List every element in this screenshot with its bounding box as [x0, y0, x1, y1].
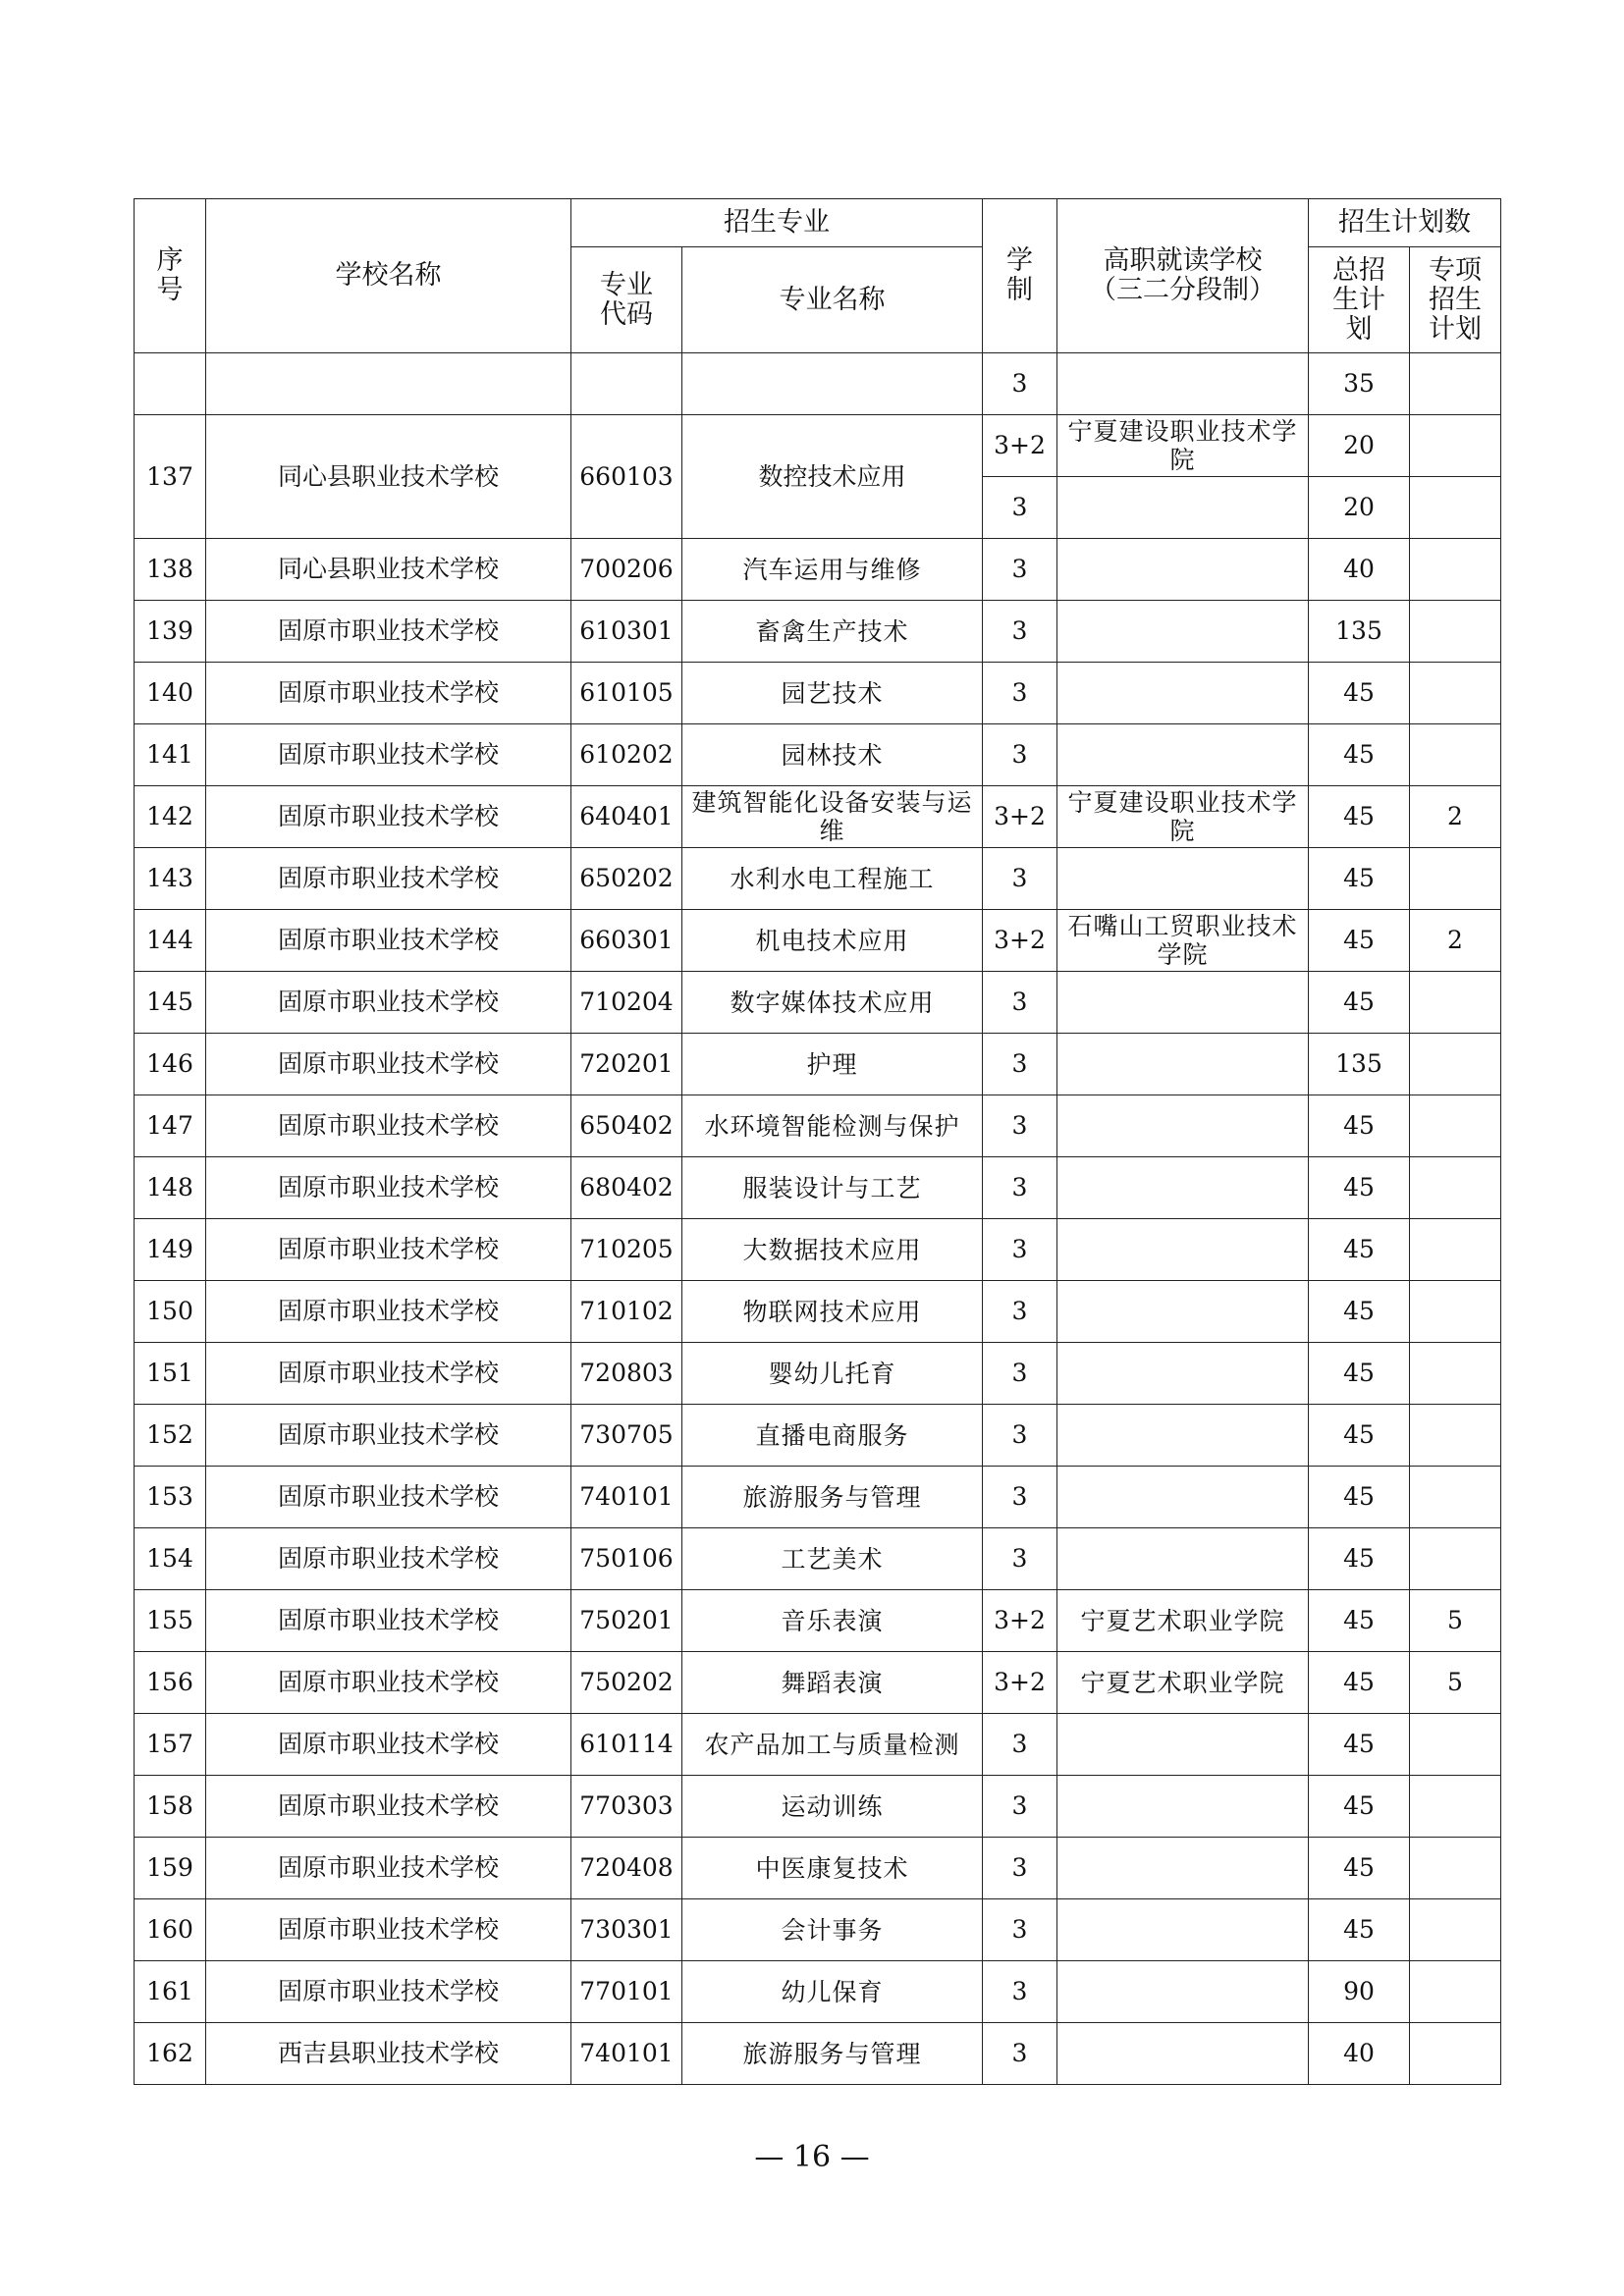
cell-name: 数控技术应用 — [682, 415, 983, 539]
page-number: — 16 — — [754, 2140, 870, 2174]
cell-seq: 162 — [135, 2023, 206, 2085]
cell-seq: 139 — [135, 601, 206, 663]
cell-code: 710204 — [571, 972, 682, 1034]
cell-duration: 3+2 — [983, 415, 1057, 477]
cell-name: 数字媒体技术应用 — [682, 972, 983, 1034]
cell-code: 700206 — [571, 539, 682, 601]
header-school: 学校名称 — [206, 199, 571, 353]
cell-seq: 160 — [135, 1899, 206, 1961]
cell-total: 45 — [1309, 1652, 1410, 1714]
cell-school: 固原市职业技术学校 — [206, 724, 571, 786]
table-row — [135, 1590, 1501, 1652]
cell-total: 45 — [1309, 1590, 1410, 1652]
cell-seq: 156 — [135, 1652, 206, 1714]
cell-special — [1410, 1157, 1501, 1219]
header-college: 高职就读学校（三二分段制） — [1057, 199, 1309, 353]
cell-special — [1410, 1838, 1501, 1899]
cell-college — [1057, 1405, 1309, 1467]
cell-special — [1410, 539, 1501, 601]
cell-total: 45 — [1309, 910, 1410, 972]
cell-seq: 150 — [135, 1281, 206, 1343]
cell-duration: 3 — [983, 1776, 1057, 1838]
cell-seq — [135, 353, 206, 415]
cell-special — [1410, 353, 1501, 415]
cell-special — [1410, 601, 1501, 663]
cell-total: 45 — [1309, 1095, 1410, 1157]
cell-code: 610114 — [571, 1714, 682, 1776]
cell-special — [1410, 724, 1501, 786]
cell-seq: 151 — [135, 1343, 206, 1405]
cell-school — [206, 353, 571, 415]
cell-name: 婴幼儿托育 — [682, 1343, 983, 1405]
cell-school: 固原市职业技术学校 — [206, 1838, 571, 1899]
header-duration: 学制 — [983, 199, 1057, 353]
cell-code: 730705 — [571, 1405, 682, 1467]
cell-school: 固原市职业技术学校 — [206, 910, 571, 972]
cell-name: 会计事务 — [682, 1899, 983, 1961]
table-row — [135, 1095, 1501, 1157]
table-row — [135, 1961, 1501, 2023]
cell-total: 90 — [1309, 1961, 1410, 2023]
cell-duration: 3 — [983, 1838, 1057, 1899]
cell-school: 固原市职业技术学校 — [206, 1343, 571, 1405]
cell-college — [1057, 1467, 1309, 1528]
cell-duration: 3 — [983, 1281, 1057, 1343]
cell-total: 45 — [1309, 1157, 1410, 1219]
cell-special — [1410, 1343, 1501, 1405]
cell-duration: 3 — [983, 353, 1057, 415]
cell-special: 5 — [1410, 1590, 1501, 1652]
table-row — [135, 848, 1501, 910]
cell-name: 机电技术应用 — [682, 910, 983, 972]
cell-duration: 3 — [983, 972, 1057, 1034]
cell-college — [1057, 663, 1309, 724]
cell-name: 服装设计与工艺 — [682, 1157, 983, 1219]
cell-college — [1057, 1714, 1309, 1776]
header-plan-group: 招生计划数 — [1309, 199, 1501, 247]
cell-code: 610105 — [571, 663, 682, 724]
cell-code: 720408 — [571, 1838, 682, 1899]
cell-college — [1057, 2023, 1309, 2085]
table-row — [135, 1838, 1501, 1899]
table-row — [135, 724, 1501, 786]
cell-name: 直播电商服务 — [682, 1405, 983, 1467]
cell-special — [1410, 1899, 1501, 1961]
cell-duration: 3 — [983, 1467, 1057, 1528]
cell-seq: 138 — [135, 539, 206, 601]
table-row — [135, 910, 1501, 972]
cell-name: 幼儿保育 — [682, 1961, 983, 2023]
cell-school: 固原市职业技术学校 — [206, 786, 571, 848]
cell-code — [571, 353, 682, 415]
cell-seq: 137 — [135, 415, 206, 539]
cell-college — [1057, 353, 1309, 415]
table-row — [135, 1467, 1501, 1528]
table-row — [135, 539, 1501, 601]
cell-total: 45 — [1309, 1714, 1410, 1776]
cell-name: 水环境智能检测与保护 — [682, 1095, 983, 1157]
cell-school: 固原市职业技术学校 — [206, 1528, 571, 1590]
cell-seq: 145 — [135, 972, 206, 1034]
cell-school: 固原市职业技术学校 — [206, 1714, 571, 1776]
cell-code: 720803 — [571, 1343, 682, 1405]
table-body — [135, 353, 1501, 2085]
cell-name: 旅游服务与管理 — [682, 1467, 983, 1528]
cell-seq: 149 — [135, 1219, 206, 1281]
cell-special — [1410, 1219, 1501, 1281]
cell-college — [1057, 1095, 1309, 1157]
table-row — [135, 786, 1501, 848]
cell-college: 石嘴山工贸职业技术学院 — [1057, 910, 1309, 972]
cell-special — [1410, 1776, 1501, 1838]
cell-school: 固原市职业技术学校 — [206, 1034, 571, 1095]
cell-college — [1057, 477, 1309, 539]
cell-college: 宁夏艺术职业学院 — [1057, 1652, 1309, 1714]
cell-name: 园林技术 — [682, 724, 983, 786]
cell-total: 45 — [1309, 1343, 1410, 1405]
cell-seq: 152 — [135, 1405, 206, 1467]
cell-code: 710102 — [571, 1281, 682, 1343]
cell-name: 物联网技术应用 — [682, 1281, 983, 1343]
cell-duration: 3 — [983, 539, 1057, 601]
cell-college — [1057, 1343, 1309, 1405]
cell-code: 610202 — [571, 724, 682, 786]
table-row — [135, 1652, 1501, 1714]
cell-total: 45 — [1309, 1528, 1410, 1590]
cell-school: 固原市职业技术学校 — [206, 1961, 571, 2023]
cell-name: 汽车运用与维修 — [682, 539, 983, 601]
cell-seq: 161 — [135, 1961, 206, 2023]
cell-code: 730301 — [571, 1899, 682, 1961]
cell-code: 740101 — [571, 1467, 682, 1528]
table-row — [135, 1405, 1501, 1467]
cell-college — [1057, 1219, 1309, 1281]
cell-school: 固原市职业技术学校 — [206, 1157, 571, 1219]
cell-school: 固原市职业技术学校 — [206, 1776, 571, 1838]
cell-seq: 153 — [135, 1467, 206, 1528]
cell-code: 750201 — [571, 1590, 682, 1652]
cell-total: 45 — [1309, 1899, 1410, 1961]
cell-special: 5 — [1410, 1652, 1501, 1714]
cell-total: 45 — [1309, 1467, 1410, 1528]
cell-name: 大数据技术应用 — [682, 1219, 983, 1281]
table-row — [135, 972, 1501, 1034]
header-total-plan: 总招生计划 — [1309, 247, 1410, 353]
cell-duration: 3 — [983, 1034, 1057, 1095]
table-row — [135, 1281, 1501, 1343]
table-row — [135, 601, 1501, 663]
cell-name: 工艺美术 — [682, 1528, 983, 1590]
table-row — [135, 1528, 1501, 1590]
cell-school: 固原市职业技术学校 — [206, 1095, 571, 1157]
table-row — [135, 2023, 1501, 2085]
cell-total: 45 — [1309, 1405, 1410, 1467]
cell-special — [1410, 1405, 1501, 1467]
cell-special — [1410, 1034, 1501, 1095]
cell-seq: 143 — [135, 848, 206, 910]
cell-school: 同心县职业技术学校 — [206, 539, 571, 601]
cell-total: 45 — [1309, 1281, 1410, 1343]
table-row — [135, 415, 1501, 477]
cell-duration: 3 — [983, 1899, 1057, 1961]
cell-code: 750202 — [571, 1652, 682, 1714]
cell-seq: 148 — [135, 1157, 206, 1219]
cell-name: 运动训练 — [682, 1776, 983, 1838]
cell-code: 650402 — [571, 1095, 682, 1157]
cell-code: 610301 — [571, 601, 682, 663]
cell-duration: 3 — [983, 2023, 1057, 2085]
cell-college — [1057, 1899, 1309, 1961]
cell-name: 水利水电工程施工 — [682, 848, 983, 910]
cell-seq: 155 — [135, 1590, 206, 1652]
cell-seq: 141 — [135, 724, 206, 786]
cell-college — [1057, 1776, 1309, 1838]
cell-code: 660103 — [571, 415, 682, 539]
cell-duration: 3+2 — [983, 786, 1057, 848]
table-row — [135, 1343, 1501, 1405]
header-row-top — [135, 199, 1501, 247]
cell-school: 固原市职业技术学校 — [206, 1590, 571, 1652]
cell-duration: 3+2 — [983, 1652, 1057, 1714]
cell-code: 770101 — [571, 1961, 682, 2023]
cell-code: 640401 — [571, 786, 682, 848]
cell-total: 20 — [1309, 415, 1410, 477]
cell-total: 135 — [1309, 1034, 1410, 1095]
cell-duration: 3 — [983, 663, 1057, 724]
cell-special — [1410, 1281, 1501, 1343]
cell-total: 45 — [1309, 663, 1410, 724]
cell-college — [1057, 1157, 1309, 1219]
cell-name — [682, 353, 983, 415]
cell-college — [1057, 1281, 1309, 1343]
cell-seq: 146 — [135, 1034, 206, 1095]
cell-total: 45 — [1309, 972, 1410, 1034]
cell-school: 同心县职业技术学校 — [206, 415, 571, 539]
cell-name: 农产品加工与质量检测 — [682, 1714, 983, 1776]
cell-duration: 3 — [983, 1219, 1057, 1281]
cell-college — [1057, 1961, 1309, 2023]
cell-school: 固原市职业技术学校 — [206, 1652, 571, 1714]
cell-total: 45 — [1309, 724, 1410, 786]
cell-duration: 3+2 — [983, 1590, 1057, 1652]
cell-duration: 3 — [983, 1961, 1057, 2023]
table-row — [135, 1899, 1501, 1961]
cell-duration: 3 — [983, 601, 1057, 663]
cell-special — [1410, 477, 1501, 539]
cell-college — [1057, 1528, 1309, 1590]
cell-college — [1057, 1838, 1309, 1899]
cell-school: 固原市职业技术学校 — [206, 663, 571, 724]
cell-code: 660301 — [571, 910, 682, 972]
cell-college — [1057, 1034, 1309, 1095]
cell-total: 135 — [1309, 601, 1410, 663]
cell-total: 45 — [1309, 1219, 1410, 1281]
cell-college: 宁夏艺术职业学院 — [1057, 1590, 1309, 1652]
cell-seq: 154 — [135, 1528, 206, 1590]
cell-college — [1057, 539, 1309, 601]
table-row — [135, 353, 1501, 415]
cell-school: 固原市职业技术学校 — [206, 1219, 571, 1281]
cell-name: 旅游服务与管理 — [682, 2023, 983, 2085]
cell-total: 40 — [1309, 539, 1410, 601]
cell-special — [1410, 1528, 1501, 1590]
cell-code: 770303 — [571, 1776, 682, 1838]
cell-special — [1410, 1467, 1501, 1528]
cell-school: 西吉县职业技术学校 — [206, 2023, 571, 2085]
cell-total: 45 — [1309, 1776, 1410, 1838]
cell-school: 固原市职业技术学校 — [206, 1467, 571, 1528]
cell-special: 2 — [1410, 786, 1501, 848]
table-row — [135, 1714, 1501, 1776]
cell-seq: 147 — [135, 1095, 206, 1157]
table-row — [135, 1776, 1501, 1838]
cell-name: 舞蹈表演 — [682, 1652, 983, 1714]
cell-code: 750106 — [571, 1528, 682, 1590]
cell-code: 680402 — [571, 1157, 682, 1219]
cell-school: 固原市职业技术学校 — [206, 848, 571, 910]
table-row — [135, 1219, 1501, 1281]
cell-college: 宁夏建设职业技术学院 — [1057, 786, 1309, 848]
header-special-plan: 专项招生计划 — [1410, 247, 1501, 353]
cell-name: 园艺技术 — [682, 663, 983, 724]
table-row — [135, 1034, 1501, 1095]
cell-seq: 142 — [135, 786, 206, 848]
cell-college: 宁夏建设职业技术学院 — [1057, 415, 1309, 477]
cell-name: 护理 — [682, 1034, 983, 1095]
cell-seq: 140 — [135, 663, 206, 724]
cell-code: 710205 — [571, 1219, 682, 1281]
cell-total: 35 — [1309, 353, 1410, 415]
cell-duration: 3 — [983, 1157, 1057, 1219]
cell-duration: 3 — [983, 724, 1057, 786]
cell-duration: 3 — [983, 477, 1057, 539]
cell-special — [1410, 415, 1501, 477]
cell-code: 720201 — [571, 1034, 682, 1095]
header-major-code: 专业代码 — [571, 247, 682, 353]
cell-total: 45 — [1309, 786, 1410, 848]
cell-duration: 3 — [983, 1714, 1057, 1776]
cell-seq: 157 — [135, 1714, 206, 1776]
enrollment-plan-table — [134, 198, 1501, 2085]
cell-school: 固原市职业技术学校 — [206, 1899, 571, 1961]
cell-duration: 3 — [983, 1343, 1057, 1405]
cell-school: 固原市职业技术学校 — [206, 1405, 571, 1467]
cell-special — [1410, 848, 1501, 910]
cell-college — [1057, 601, 1309, 663]
header-major-name: 专业名称 — [682, 247, 983, 353]
cell-total: 45 — [1309, 848, 1410, 910]
table-row — [135, 1157, 1501, 1219]
cell-name: 建筑智能化设备安装与运维 — [682, 786, 983, 848]
header-seq: 序号 — [135, 199, 206, 353]
cell-special — [1410, 2023, 1501, 2085]
cell-seq: 158 — [135, 1776, 206, 1838]
cell-special — [1410, 1714, 1501, 1776]
cell-college — [1057, 724, 1309, 786]
cell-school: 固原市职业技术学校 — [206, 1281, 571, 1343]
cell-special: 2 — [1410, 910, 1501, 972]
cell-special — [1410, 1961, 1501, 2023]
cell-special — [1410, 972, 1501, 1034]
header-major-group: 招生专业 — [571, 199, 983, 247]
cell-code: 650202 — [571, 848, 682, 910]
cell-total: 40 — [1309, 2023, 1410, 2085]
table-row — [135, 663, 1501, 724]
cell-special — [1410, 1095, 1501, 1157]
cell-code: 740101 — [571, 2023, 682, 2085]
cell-duration: 3 — [983, 848, 1057, 910]
cell-seq: 159 — [135, 1838, 206, 1899]
cell-school: 固原市职业技术学校 — [206, 972, 571, 1034]
cell-seq: 144 — [135, 910, 206, 972]
cell-duration: 3 — [983, 1405, 1057, 1467]
cell-college — [1057, 972, 1309, 1034]
cell-duration: 3+2 — [983, 910, 1057, 972]
cell-name: 中医康复技术 — [682, 1838, 983, 1899]
cell-name: 畜禽生产技术 — [682, 601, 983, 663]
cell-school: 固原市职业技术学校 — [206, 601, 571, 663]
cell-total: 20 — [1309, 477, 1410, 539]
cell-duration: 3 — [983, 1095, 1057, 1157]
cell-special — [1410, 663, 1501, 724]
cell-duration: 3 — [983, 1528, 1057, 1590]
cell-name: 音乐表演 — [682, 1590, 983, 1652]
cell-total: 45 — [1309, 1838, 1410, 1899]
cell-college — [1057, 848, 1309, 910]
